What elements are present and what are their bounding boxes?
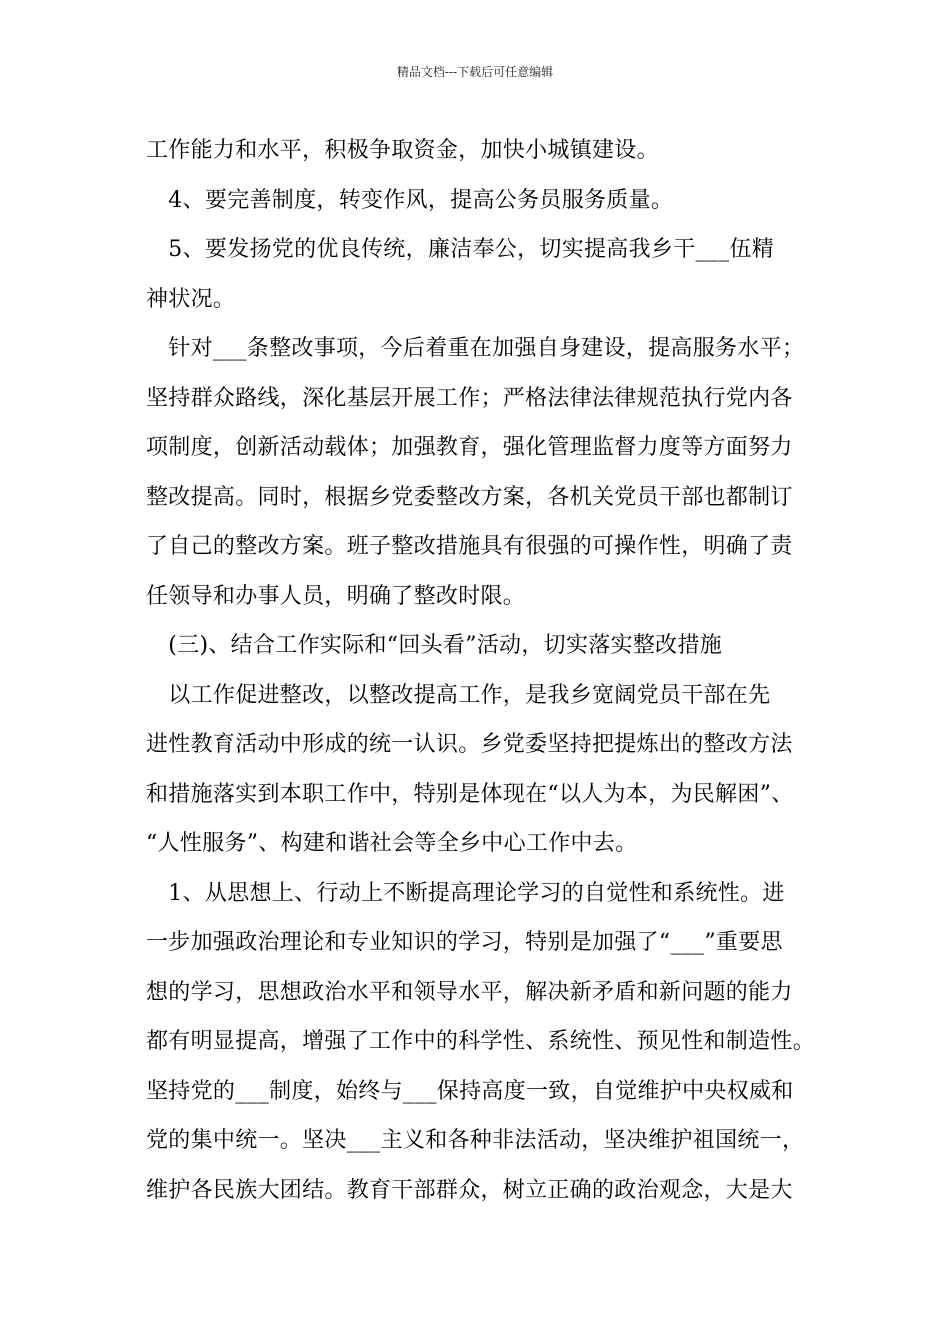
text-line: 项制度，创新活动载体；加强教育，强化管理监督力度等方面努力 [146,435,793,460]
section-heading: (三)、结合工作实际和“回头看”活动，切实落实整改措施 [146,633,723,658]
text-line: 工作能力和水平，积极争取资金，加快小城镇建设。 [146,138,659,163]
text-line: 一步加强政治理论和专业知识的学习，特别是加强了“___”重要思 [146,930,783,955]
text-line: 坚持群众路线，深化基层开展工作；严格法律法律规范执行党内各 [146,385,793,411]
page-header: 精品文档---下载后可任意编辑 [396,65,554,79]
text-line: “人性服务”、构建和谐社会等全乡中心工作中去。 [146,831,638,856]
text-line: 针对___条整改事项，今后着重在加强自身建设，提高服务水平； [146,336,805,361]
text-line: 5、要发扬党的优良传统，廉洁奉公，切实提高我乡干___伍精 [146,237,774,262]
text-line: 任领导和办事人员，明确了整改时限。 [146,583,526,609]
text-line: 坚持党的___制度，始终与___保持高度一致，自觉维护中央权威和 [146,1078,794,1104]
text-line: 整改提高。同时，根据乡党委整改方案，各机关党员干部也都制订 [146,484,793,510]
text-line: 以工作促进整改，以整改提高工作，是我乡宽阔党员干部在先 [146,682,771,708]
text-line: 都有明显提高，增强了工作中的科学性、系统性、预见性和制造性。 [146,1029,816,1054]
text-line: 党的集中统一。坚决___主义和各种非法活动，坚决维护祖国统一， [146,1128,805,1153]
text-line: 想的学习，思想政治水平和领导水平，解决新矛盾和新问题的能力 [146,979,793,1005]
text-line: 维护各民族大团结。教育干部群众，树立正确的政治观念，大是大 [146,1177,793,1203]
text-line: 4、要完善制度，转变作风，提高公务员服务质量。 [146,187,674,213]
text-line: 和措施落实到本职工作中，特别是体现在“以人为本，为民解困”、 [146,781,794,807]
text-line: 神状况。 [146,286,236,312]
text-line: 了自己的整改方案。班子整改措施具有很强的可操作性，明确了责 [146,534,793,559]
text-line: 进性教育活动中形成的统一认识。乡党委坚持把提炼出的整改方法 [146,732,793,757]
text-line: 1、从思想上、行动上不断提高理论学习的自觉性和系统性。进 [146,880,785,906]
document-body [146,126,816,1215]
